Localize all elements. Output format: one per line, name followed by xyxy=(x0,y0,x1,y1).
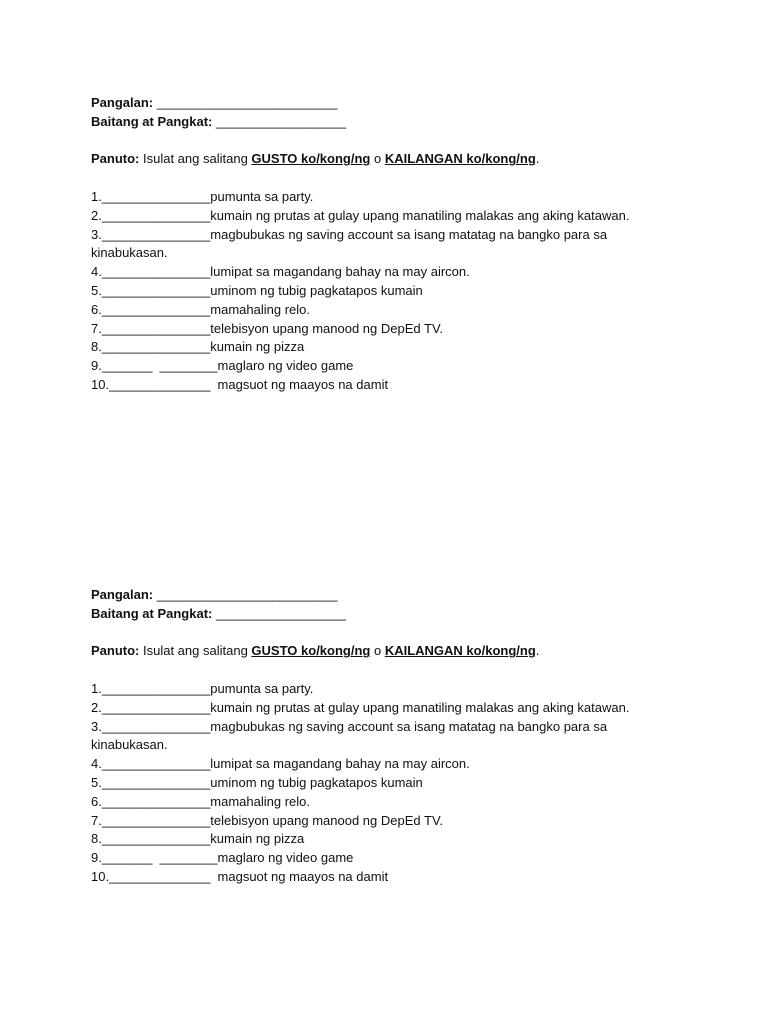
name-label: Pangalan: xyxy=(91,587,154,602)
list-item xyxy=(91,320,711,339)
spacer xyxy=(91,624,711,643)
item-text: magbubukas ng saving account sa isang matatag na bangko para sa xyxy=(210,718,608,734)
list-item xyxy=(91,282,711,301)
worksheet-2 xyxy=(91,586,711,887)
instruction-period: . xyxy=(535,643,540,659)
list-item xyxy=(91,849,711,868)
item-list xyxy=(91,680,711,887)
item-number: 2. xyxy=(91,207,102,223)
item-number: 9. xyxy=(91,358,102,374)
answer-blank[interactable]: _______________ xyxy=(101,793,211,809)
list-item xyxy=(91,357,711,376)
instruction-connector: o xyxy=(370,643,385,659)
instruction-text: Isulat ang salitang xyxy=(139,151,252,167)
answer-blank[interactable]: ______________ xyxy=(109,376,218,392)
item-number: 2. xyxy=(91,699,102,715)
instruction-connector: o xyxy=(370,151,385,167)
name-blank[interactable]: _________________________ xyxy=(156,587,338,602)
list-item-continuation xyxy=(91,736,711,755)
list-item xyxy=(91,793,711,812)
list-item xyxy=(91,338,711,357)
name-blank[interactable]: _________________________ xyxy=(156,95,338,110)
answer-blank[interactable]: _______________ xyxy=(101,301,211,317)
list-item xyxy=(91,774,711,793)
item-text: kinabukasan. xyxy=(91,245,168,261)
item-number: 3. xyxy=(91,718,102,734)
name-line xyxy=(91,94,711,113)
answer-blank[interactable]: _______________ xyxy=(101,699,211,715)
answer-blank[interactable]: _______________ xyxy=(101,831,211,847)
instruction-line xyxy=(91,150,711,169)
item-text: kumain ng prutas at gulay upang manatiling malakas ang aking katawan. xyxy=(210,207,630,223)
list-item xyxy=(91,376,711,395)
item-text: mamahaling relo. xyxy=(210,793,311,809)
list-item xyxy=(91,812,711,831)
item-number: 4. xyxy=(91,756,102,772)
item-number: 5. xyxy=(91,774,102,790)
instruction-option-kailangan: KAILANGAN ko/kong/ng xyxy=(384,643,536,659)
list-item xyxy=(91,868,711,887)
grade-section-line xyxy=(91,605,711,624)
item-number: 9. xyxy=(91,850,102,866)
item-number: 8. xyxy=(91,339,102,355)
list-item xyxy=(91,226,711,245)
item-number: 5. xyxy=(91,282,102,298)
list-item xyxy=(91,830,711,849)
item-number: 6. xyxy=(91,301,102,317)
instruction-period: . xyxy=(535,151,540,167)
item-number: 6. xyxy=(91,793,102,809)
answer-blank[interactable]: _______________ xyxy=(101,226,211,242)
item-text: uminom ng tubig pagkatapos kumain xyxy=(210,774,423,790)
instruction-text: Isulat ang salitang xyxy=(139,643,252,659)
item-text: maglaro ng video game xyxy=(217,850,354,866)
name-line xyxy=(91,586,711,605)
answer-blank[interactable]: _______________ xyxy=(101,188,211,204)
item-text: magsuot ng maayos na damit xyxy=(217,376,389,392)
item-text: telebisyon upang manood ng DepEd TV. xyxy=(210,812,444,828)
item-text: mamahaling relo. xyxy=(210,301,311,317)
answer-blank[interactable]: ______________ xyxy=(109,868,218,884)
list-item xyxy=(91,188,711,207)
grade-section-blank[interactable]: __________________ xyxy=(215,113,347,129)
item-text: pumunta sa party. xyxy=(210,680,314,696)
item-text: kumain ng pizza xyxy=(210,339,305,355)
item-text: lumipat sa magandang bahay na may aircon. xyxy=(210,756,470,772)
item-text: kumain ng prutas at gulay upang manatiling malakas ang aking katawan. xyxy=(210,699,630,715)
worksheet-1 xyxy=(91,94,711,395)
answer-blank[interactable]: _______________ xyxy=(101,756,211,772)
answer-blank[interactable]: _______________ xyxy=(101,718,211,734)
instruction-option-gusto: GUSTO ko/kong/ng xyxy=(251,643,371,659)
spacer xyxy=(91,132,711,151)
item-number: 7. xyxy=(91,320,102,336)
item-number: 8. xyxy=(91,831,102,847)
instruction-option-gusto: GUSTO ko/kong/ng xyxy=(251,151,371,167)
list-item xyxy=(91,301,711,320)
answer-blank[interactable]: _______ ________ xyxy=(101,850,218,866)
item-number: 7. xyxy=(91,812,102,828)
grade-section-blank[interactable]: __________________ xyxy=(215,605,347,621)
item-text: pumunta sa party. xyxy=(210,188,314,204)
answer-blank[interactable]: _______ ________ xyxy=(101,358,218,374)
item-number: 3. xyxy=(91,226,102,242)
item-number: 4. xyxy=(91,264,102,280)
list-item xyxy=(91,718,711,737)
answer-blank[interactable]: _______________ xyxy=(101,774,211,790)
item-list xyxy=(91,188,711,395)
answer-blank[interactable]: _______________ xyxy=(101,812,211,828)
grade-section-label: Baitang at Pangkat: xyxy=(91,605,213,621)
item-text: lumipat sa magandang bahay na may aircon. xyxy=(210,264,470,280)
answer-blank[interactable]: _______________ xyxy=(101,207,211,223)
list-item xyxy=(91,699,711,718)
list-item xyxy=(91,263,711,282)
answer-blank[interactable]: _______________ xyxy=(101,339,211,355)
item-text: uminom ng tubig pagkatapos kumain xyxy=(210,282,423,298)
item-text: maglaro ng video game xyxy=(217,358,354,374)
list-item xyxy=(91,207,711,226)
item-text: magsuot ng maayos na damit xyxy=(217,868,389,884)
item-text: kumain ng pizza xyxy=(210,831,305,847)
grade-section-label: Baitang at Pangkat: xyxy=(91,113,213,129)
item-number: 1. xyxy=(91,680,102,696)
spacer xyxy=(91,661,711,680)
item-number: 10. xyxy=(91,376,110,392)
answer-blank[interactable]: _______________ xyxy=(101,264,211,280)
list-item-continuation xyxy=(91,244,711,263)
grade-section-line xyxy=(91,113,711,132)
answer-blank[interactable]: _______________ xyxy=(101,282,211,298)
item-number: 1. xyxy=(91,188,102,204)
item-number: 10. xyxy=(91,868,110,884)
spacer xyxy=(91,169,711,188)
instruction-line xyxy=(91,642,711,661)
answer-blank[interactable]: _______________ xyxy=(101,320,211,336)
instruction-label: Panuto: xyxy=(91,643,140,659)
list-item xyxy=(91,680,711,699)
item-text: kinabukasan. xyxy=(91,737,168,753)
name-label: Pangalan: xyxy=(91,95,154,110)
answer-blank[interactable]: _______________ xyxy=(101,680,211,696)
instruction-label: Panuto: xyxy=(91,151,140,167)
item-text: telebisyon upang manood ng DepEd TV. xyxy=(210,320,444,336)
list-item xyxy=(91,755,711,774)
item-text: magbubukas ng saving account sa isang matatag na bangko para sa xyxy=(210,226,608,242)
instruction-option-kailangan: KAILANGAN ko/kong/ng xyxy=(384,151,536,167)
